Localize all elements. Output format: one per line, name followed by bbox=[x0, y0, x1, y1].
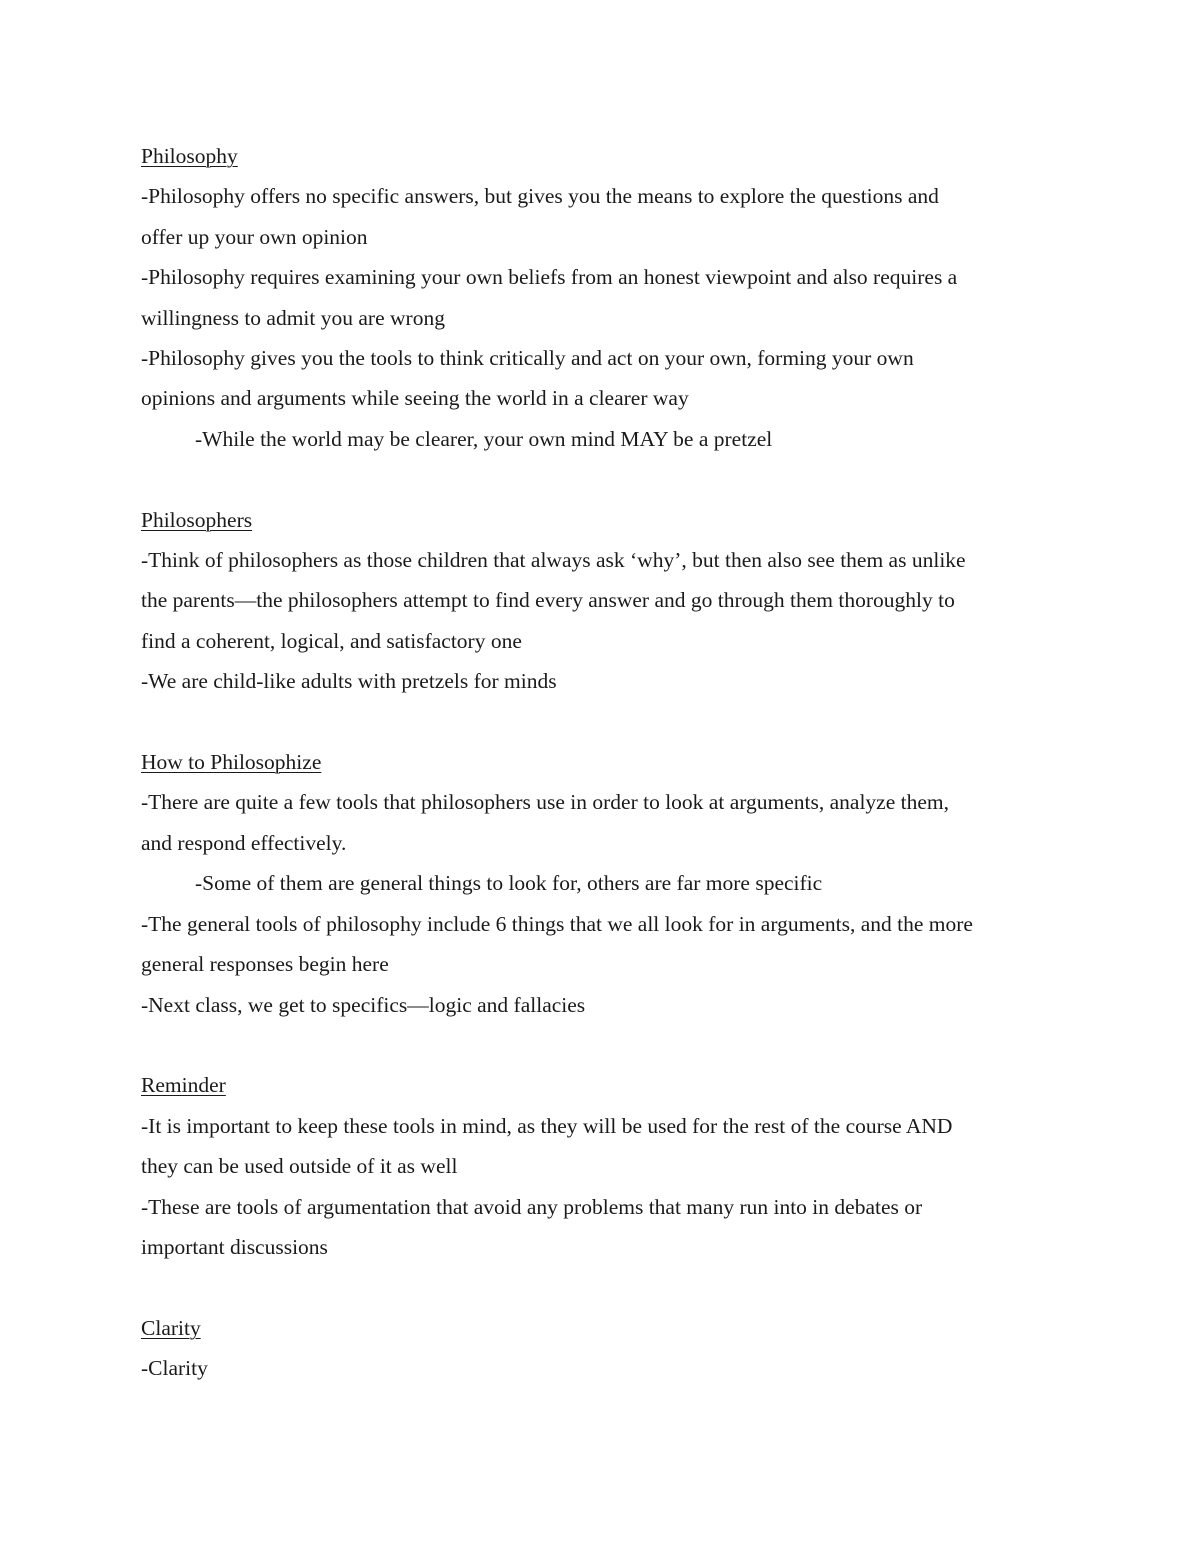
section-heading: Philosophers bbox=[141, 507, 253, 532]
text-line: -Philosophy requires examining your own beliefs from an honest viewpoint and also requires a bbox=[141, 265, 958, 290]
section-spacer bbox=[141, 1267, 1061, 1307]
text-line: -Philosophy offers no specific answers, but gives you the means to explore the questions and bbox=[141, 184, 939, 209]
section-heading: Clarity bbox=[141, 1315, 201, 1340]
text-line: opinions and arguments while seeing the world in a clearer way bbox=[141, 386, 689, 411]
indented-text-line: -While the world may be clearer, your own mind MAY be a pretzel bbox=[195, 426, 773, 451]
indented-text-line: -Some of them are general things to look for, others are far more specific bbox=[195, 871, 823, 896]
text-line: -We are child-like adults with pretzels for minds bbox=[141, 669, 557, 694]
text-line: and respond effectively. bbox=[141, 830, 347, 855]
section bbox=[141, 742, 1061, 1025]
section-heading: Reminder bbox=[141, 1073, 226, 1098]
text-line: important discussions bbox=[141, 1234, 328, 1259]
document-body bbox=[141, 136, 1061, 1389]
text-line: -Clarity bbox=[141, 1356, 208, 1381]
section bbox=[141, 1308, 1061, 1389]
text-line: -The general tools of philosophy include 6 things that we all look for in arguments, and the more bbox=[141, 911, 973, 936]
section bbox=[141, 500, 1061, 702]
text-line: willingness to admit you are wrong bbox=[141, 305, 445, 330]
section-spacer bbox=[141, 1025, 1061, 1065]
text-line: offer up your own opinion bbox=[141, 224, 368, 249]
section-spacer bbox=[141, 702, 1061, 742]
text-line: find a coherent, logical, and satisfactory one bbox=[141, 628, 522, 653]
text-line: -There are quite a few tools that philosophers use in order to look at arguments, analyze them, bbox=[141, 790, 949, 815]
section-spacer bbox=[141, 459, 1061, 499]
text-line: general responses begin here bbox=[141, 952, 389, 977]
text-line: -Next class, we get to specifics—logic and fallacies bbox=[141, 992, 586, 1017]
text-line: -Philosophy gives you the tools to think critically and act on your own, forming your own bbox=[141, 346, 914, 371]
text-line: -Think of philosophers as those children that always ask ‘why’, but then also see them as unlike bbox=[141, 548, 966, 573]
text-line: the parents—the philosophers attempt to find every answer and go through them thoroughly to bbox=[141, 588, 955, 613]
text-line: they can be used outside of it as well bbox=[141, 1154, 458, 1179]
section bbox=[141, 136, 1061, 459]
section-heading: How to Philosophize bbox=[141, 750, 322, 775]
section-heading: Philosophy bbox=[141, 144, 238, 168]
text-line: -These are tools of argumentation that avoid any problems that many run into in debates or bbox=[141, 1194, 923, 1219]
section bbox=[141, 1065, 1061, 1267]
text-line: -It is important to keep these tools in mind, as they will be used for the rest of the course AND bbox=[141, 1113, 953, 1138]
